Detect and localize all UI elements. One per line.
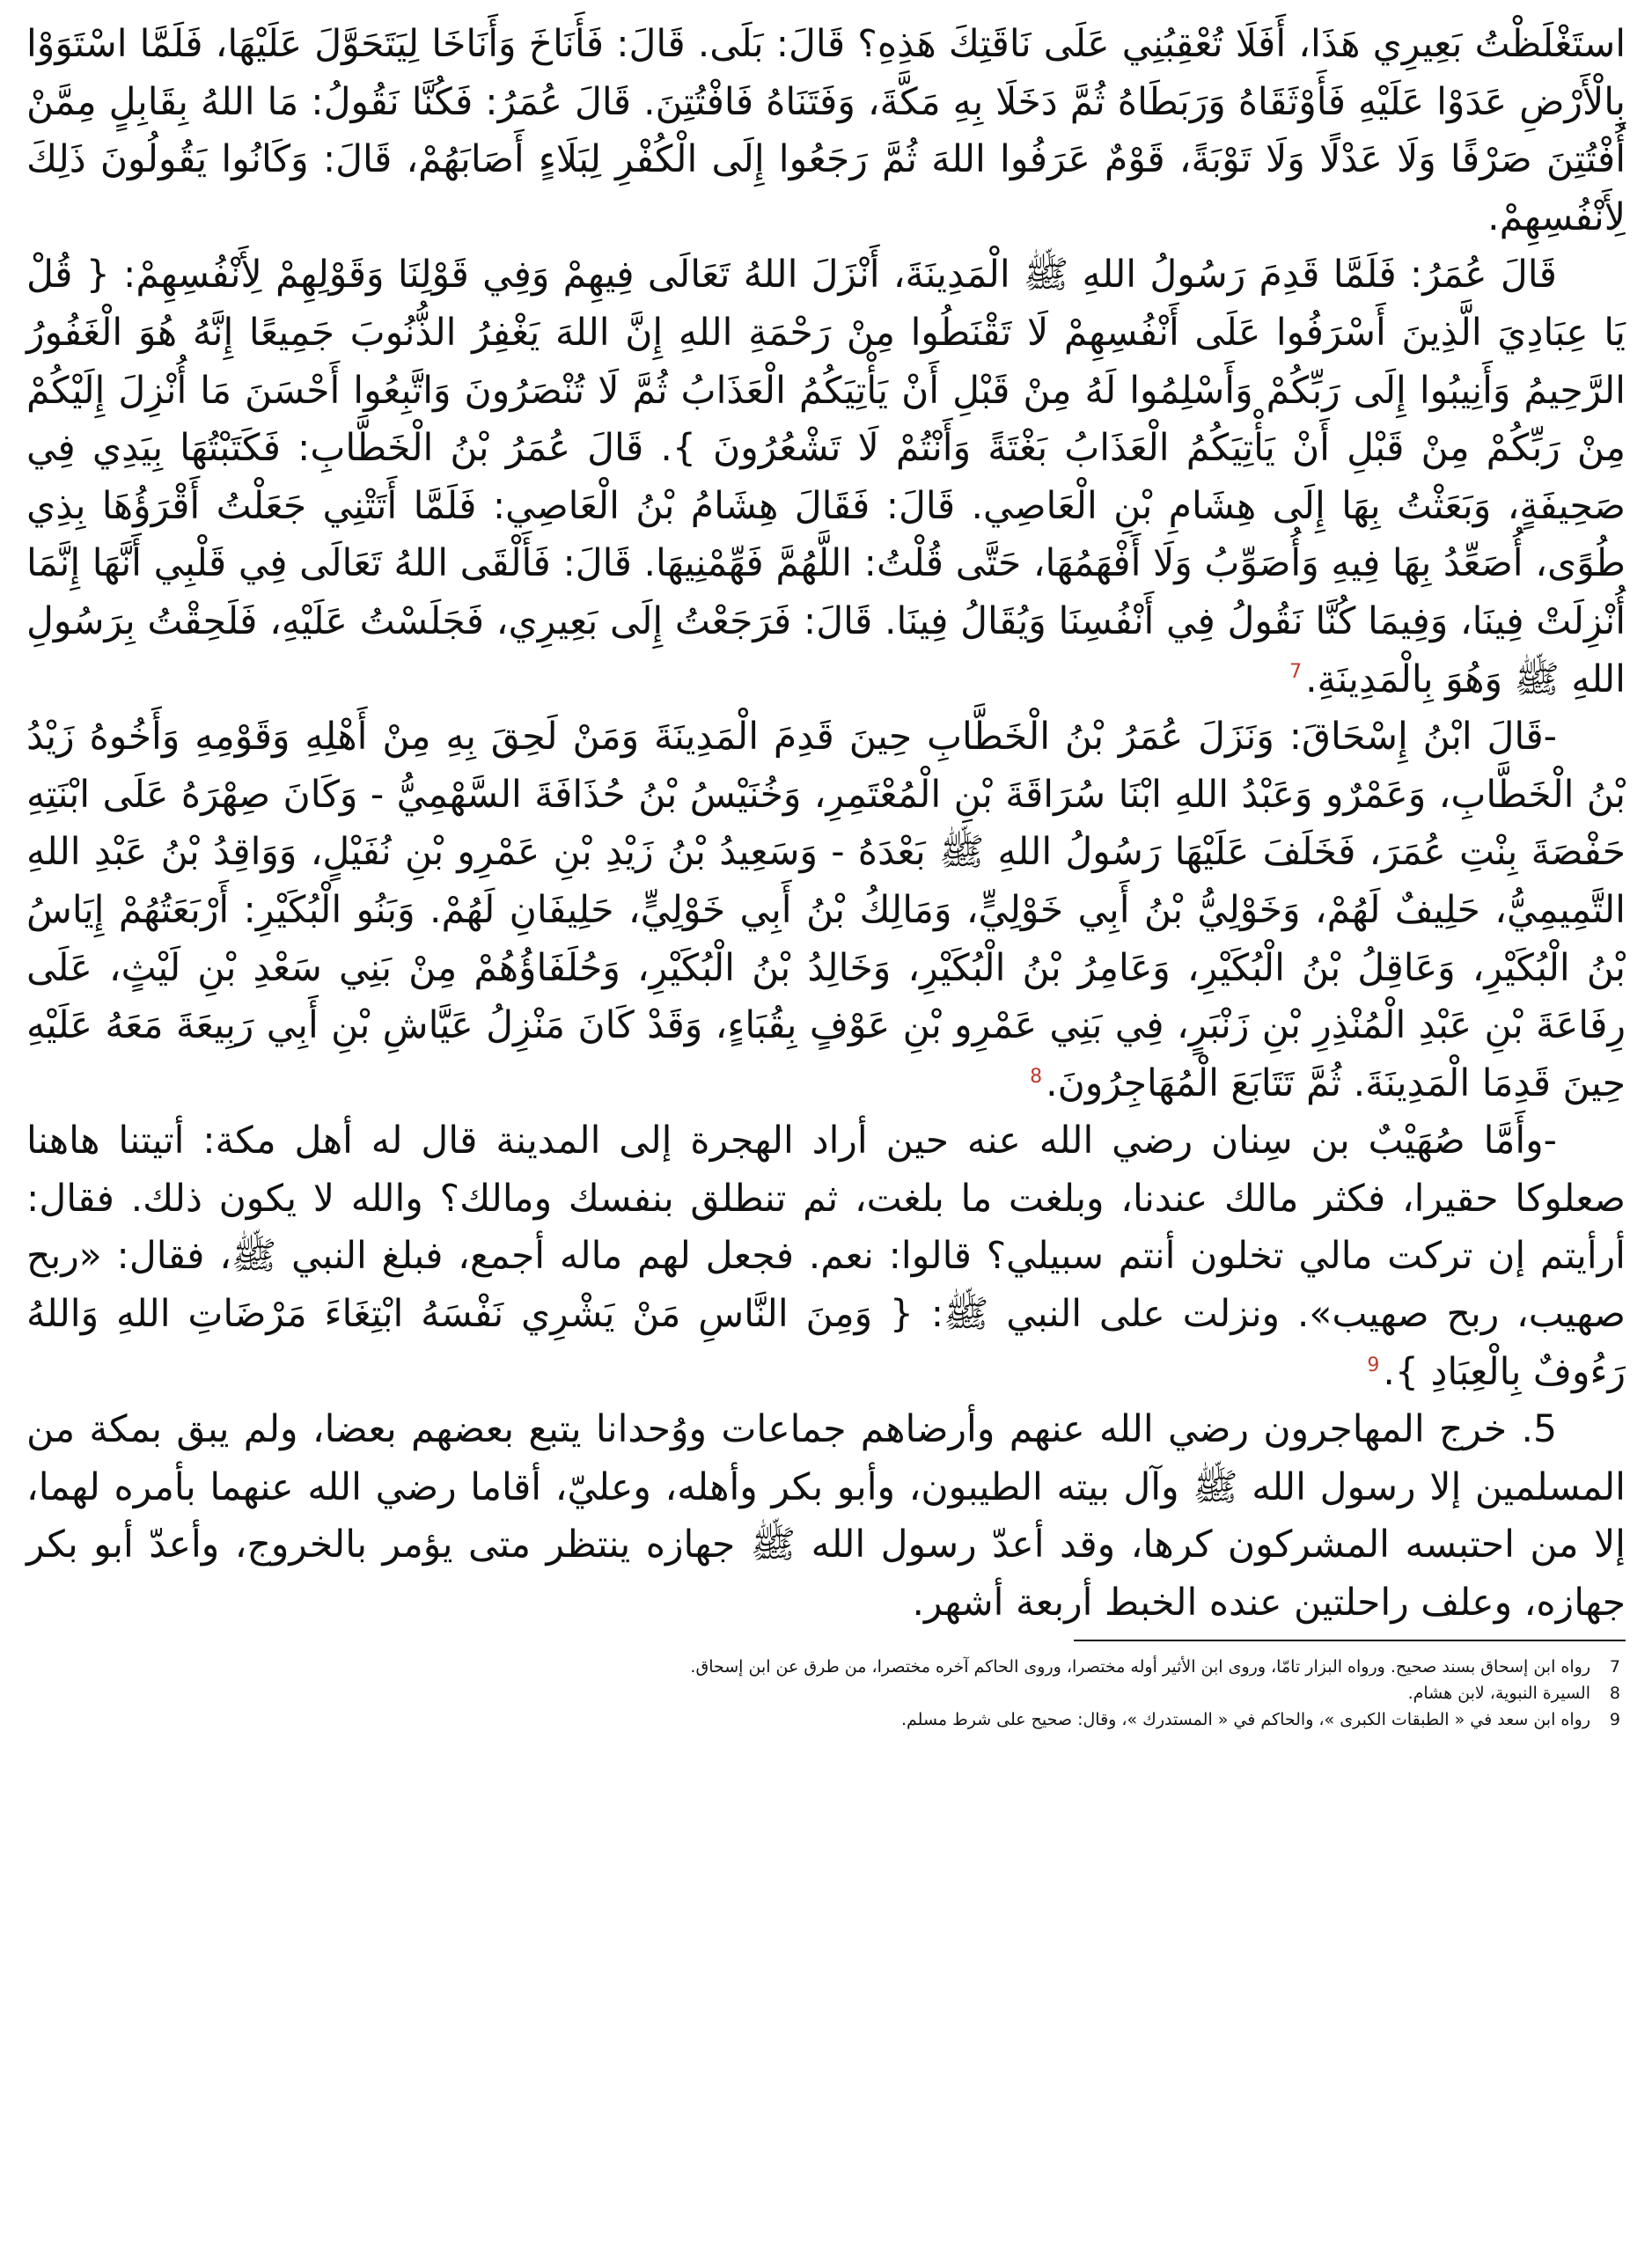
footnote-8 [26,1680,1620,1706]
footnotes [26,1654,1626,1733]
footnote-text: رواه ابن سعد في « الطبقات الكبرى »، والحاكم في « المستدرك »، وقال: صحيح على شرط مسلم. [901,1709,1590,1729]
main-text [26,16,1626,1633]
paragraph-5 [26,1401,1626,1632]
paragraph-3-text: -قَالَ ابْنُ إِسْحَاقَ: وَنَزَلَ عُمَرُ بْنُ الْخَطَّابِ حِينَ قَدِمَ الْمَدِينَةَ وَمَنْ لَحِقَ بِهِ مِنْ أَهْلِهِ وَقَوْمِهِ وَأَخُوهُ زَيْدُ بْنُ الْخَطَّابِ، وَعَمْرٌو وَعَبْدُ اللهِ ابْنَا سُرَاقَةَ بْنِ الْمُعْتَمِرِ، وَخُنَيْسُ بْنُ حُذَافَةَ السَّهْمِيُّ - وَكَانَ صِهْرَهُ عَلَى ابْنَتِهِ حَفْصَةَ بِنْتِ عُمَرَ، فَخَلَفَ عَلَيْهَا رَسُولُ اللهِ ﷺ بَعْدَهُ - وَسَعِيدُ بْنُ زَيْدِ بْنِ عَمْرِو بْنِ نُفَيْلٍ، وَوَاقِدُ بْنُ عَبْدِ اللهِ التَّمِيمِيُّ، حَلِيفٌ لَهُمْ، وَخَوْلِيُّ بْنُ أَبِي خَوْلِيٍّ، وَمَالِكُ بْنُ أَبِي خَوْلِيٍّ، حَلِيفَانِ لَهُمْ. وَبَنُو الْبُكَيْرِ: أَرْبَعَتُهُمْ إِيَاسُ بْنُ الْبُكَيْرِ، وَعَاقِلُ بْنُ الْبُكَيْرِ، وَعَامِرُ بْنُ الْبُكَيْرِ، وَخَالِدُ بْنُ الْبُكَيْرِ، وَحُلَفَاؤُهُمْ مِنْ بَنِي سَعْدِ بْنِ لَيْثٍ، عَلَى رِفَاعَةَ بْنِ عَبْدِ الْمُنْذِرِ بْنِ زَنْبَرٍ، فِي بَنِي عَمْرِو بْنِ عَوْفٍ بِقُبَاءٍ، وَقَدْ كَانَ مَنْزِلُ عَيَّاشِ بْنِ أَبِي رَبِيعَةَ مَعَهُ عَلَيْهِ حِينَ قَدِمَا الْمَدِينَةَ. ثُمَّ تَتَابَعَ الْمُهَاجِرُونَ. [26,716,1626,1105]
footnote-ref-9[interactable]: 9 [1367,1354,1380,1376]
paragraph-4 [26,1112,1626,1401]
footnote-number: 8 [1609,1683,1620,1703]
footnote-text: السيرة النبوية، لابن هشام. [1407,1683,1590,1703]
paragraph-5-text: 5. خرج المهاجرون رضي الله عنهم وأرضاهم جماعات ووُحدانا يتبع بعضهم بعضا، ولم يبق بمكة من المسلمين إلا رسول الله ﷺ وآل بيته الطيبون، وأبو بكر وأهله، وعليّ، أقاما رضي الله عنهما بأمره لهما، إلا من احتبسه المشركون كرها، وقد أعدّ رسول الله ﷺ جهازه ينتظر متى يؤمر بالخروج، وأعدّ أبو بكر جهازه، وعلف راحلتين عنده الخبط أربعة أشهر. [26,1408,1626,1626]
footnote-divider [1074,1640,1626,1641]
paragraph-3 [26,708,1626,1112]
footnote-7 [26,1654,1620,1680]
footnote-number: 7 [1609,1656,1620,1677]
paragraph-4-text: -وأَمَّا صُهَيْبٌ بن سِنان رضي الله عنه حين أراد الهجرة إلى المدينة قال له أهل مكة: أتيتنا هاهنا صعلوكا حقيرا، فكثر مالك عندنا، وبلغت ما بلغت، ثم تنطلق بنفسك ومالك؟ والله لا يكون ذلك. فقال: أرأيتم إن تركت مالي تخلون أنتم سبيلي؟ قالوا: نعم. فجعل لهم ماله أجمع، فبلغ النبي ﷺ، فقال: «ربح صهيب، ربح صهيب». ونزلت على النبي ﷺ: { وَمِنَ النَّاسِ مَنْ يَشْرِي نَفْسَهُ ابْتِغَاءَ مَرْضَاتِ اللهِ وَاللهُ رَءُوفٌ بِالْعِبَادِ }. [26,1119,1626,1394]
footnote-9 [26,1706,1620,1733]
footnote-ref-7[interactable]: 7 [1289,661,1303,684]
paragraph-2 [26,246,1626,708]
footnote-ref-8[interactable]: 8 [1030,1065,1043,1088]
footnote-text: رواه ابن إسحاق بسند صحيح. ورواه البزار تامّا، وروى ابن الأثير أوله مختصرا، وروى الحاكم آخره مختصرا، من طرق عن ابن إسحاق. [690,1656,1590,1677]
paragraph-1 [26,16,1626,246]
paragraph-2-text: قَالَ عُمَرُ: فَلَمَّا قَدِمَ رَسُولُ اللهِ ﷺ الْمَدِينَةَ، أَنْزَلَ اللهُ تَعَالَى فِيهِمْ وَفِي قَوْلِنَا وَقَوْلِهِمْ لِأَنْفُسِهِمْ: { قُلْ يَا عِبَادِيَ الَّذِينَ أَسْرَفُوا عَلَى أَنْفُسِهِمْ لَا تَقْنَطُوا مِنْ رَحْمَةِ اللهِ إِنَّ اللهَ يَغْفِرُ الذُّنُوبَ جَمِيعًا إِنَّهُ هُوَ الْغَفُورُ الرَّحِيمُ وَأَنِيبُوا إِلَى رَبِّكُمْ وَأَسْلِمُوا لَهُ مِنْ قَبْلِ أَنْ يَأْتِيَكُمُ الْعَذَابُ ثُمَّ لَا تُنْصَرُونَ وَاتَّبِعُوا أَحْسَنَ مَا أُنْزِلَ إِلَيْكُمْ مِنْ رَبِّكُمْ مِنْ قَبْلِ أَنْ يَأْتِيَكُمُ الْعَذَابُ بَغْتَةً وَأَنْتُمْ لَا تَشْعُرُونَ }. قَالَ عُمَرُ بْنُ الْخَطَّابِ: فَكَتَبْتُهَا بِيَدِي فِي صَحِيفَةٍ، وَبَعَثْتُ بِهَا إِلَى هِشَامِ بْنِ الْعَاصِي. قَالَ: فَقَالَ هِشَامُ بْنُ الْعَاصِي: فَلَمَّا أَتَتْنِي جَعَلْتُ أَقْرَؤُهَا بِذِي طُوًى، أُصَعِّدُ بِهَا فِيهِ وَأُصَوِّبُ وَلَا أَفْهَمُهَا، حَتَّى قُلْتُ: اللَّهُمَّ فَهِّمْنِيهَا. قَالَ: فَأَلْقَى اللهُ تَعَالَى فِي قَلْبِي أَنَّهَا إِنَّمَا أُنْزِلَتْ فِينَا، وَفِيمَا كُنَّا نَقُولُ فِي أَنْفُسِنَا وَيُقَالُ فِينَا. قَالَ: فَرَجَعْتُ إِلَى بَعِيرِي، فَجَلَسْتُ عَلَيْهِ، فَلَحِقْتُ بِرَسُولِ اللهِ ﷺ وَهُوَ بِالْمَدِينَةِ. [26,253,1626,701]
paragraph-1-text: استَغْلَظْتُ بَعِيرِي هَذَا، أَفَلَا تُعْقِبُنِي عَلَى نَاقَتِكَ هَذِهِ؟ قَالَ: بَلَى. قَالَ: فَأَنَاخَ وَأَنَاخَا لِيَتَحَوَّلَ عَلَيْهَا، فَلَمَّا اسْتَوَوْا بِالْأَرْضِ عَدَوْا عَلَيْهِ فَأَوْثَقَاهُ وَرَبَطَاهُ ثُمَّ دَخَلَا بِهِ مَكَّةَ، وَفَتَنَاهُ فَافْتُتِنَ. قَالَ عُمَرُ: فَكُنَّا نَقُولُ: مَا اللهُ بِقَابِلٍ مِمَّنْ أُفْتُتِنَ صَرْفًا وَلَا عَدْلًا وَلَا تَوْبَةً، قَوْمٌ عَرَفُوا اللهَ ثُمَّ رَجَعُوا إِلَى الْكُفْرِ لِبَلَاءٍ أَصَابَهُمْ، قَالَ: وَكَانُوا يَقُولُونَ ذَلِكَ لِأَنْفُسِهِمْ. [26,23,1626,239]
footnote-number: 9 [1609,1709,1620,1729]
